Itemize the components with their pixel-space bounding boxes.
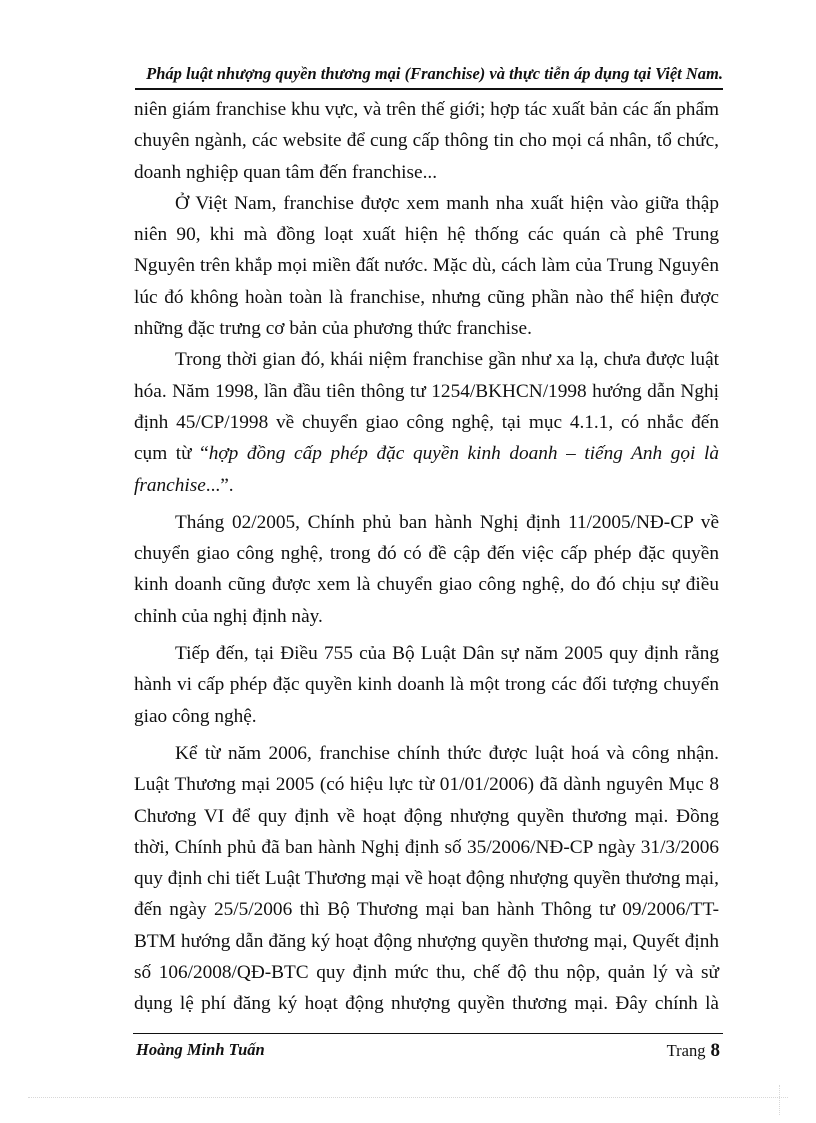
quoted-term: franchise (134, 474, 206, 496)
page-label: Trang (666, 1041, 706, 1060)
text-line: hành vi cấp phép đặc quyền kinh doanh là một trong các đối tượng chuyển (134, 674, 719, 696)
text-line: hóa. Năm 1998, lần đầu tiên thông tư 1254/BKHCN/1998 hướng dẫn Nghị (134, 380, 719, 402)
footer-author: Hoàng Minh Tuấn (136, 1040, 265, 1059)
text-line: Trong thời gian đó, khái niệm franchise gần như xa lạ, chưa được luật (175, 349, 719, 371)
page-number-value: 8 (710, 1040, 720, 1061)
text-line: Tháng 02/2005, Chính phủ ban hành Nghị định 11/2005/NĐ-CP về (175, 511, 719, 533)
page-boundary-guide (779, 1085, 780, 1115)
text-run: ...”. (205, 474, 234, 496)
header-rule (135, 88, 723, 90)
text-line: những đặc trưng cơ bản của phương thức franchise. (134, 318, 532, 340)
text-line: dụng lệ phí đăng ký hoạt động nhượng quyền thương mại. Đây chính là (134, 993, 719, 1015)
text-line: doanh nghiệp quan tâm đến franchise... (134, 161, 438, 183)
text-line: chuyên ngành, các website để cung cấp thông tin cho mọi cá nhân, tổ chức, (134, 130, 719, 152)
text-line: số 106/2008/QĐ-BTC quy định mức thu, chế độ thu nộp, quản lý và sử (134, 962, 719, 984)
text-line: chỉnh của nghị định này. (134, 605, 323, 627)
page-boundary-guide (28, 1097, 788, 1098)
text-line: giao công nghệ. (134, 705, 257, 727)
paragraph (134, 507, 719, 632)
text-line (134, 470, 719, 501)
text-line (134, 438, 719, 469)
document-body (134, 94, 719, 1020)
text-line: chuyển giao công nghệ, trong đó có đề cập đến việc cấp phép đặc quyền (134, 543, 719, 565)
paragraph (134, 344, 719, 500)
text-line: niên giám franchise khu vực, và trên thế giới; hợp tác xuất bản các ấn phẩm (134, 99, 719, 120)
text-line: quy định chi tiết Luật Thương mại về hoạt động nhượng quyền thương mại, (134, 868, 719, 890)
paragraph (134, 94, 719, 188)
text-line: Ở Việt Nam, franchise được xem manh nha xuất hiện vào giữa thập (175, 192, 719, 214)
text-line: Kể từ năm 2006, franchise chính thức được luật hoá và công nhận. (175, 742, 719, 764)
text-line: đến ngày 25/5/2006 thì Bộ Thương mại ban hành Thông tư 09/2006/TT- (134, 899, 719, 921)
quoted-term: hợp đồng cấp phép đặc quyền kinh doanh – tiếng Anh gọi là (208, 443, 719, 465)
text-line: Tiếp đến, tại Điều 755 của Bộ Luật Dân sự năm 2005 quy định rằng (175, 643, 719, 665)
paragraph (134, 738, 719, 1020)
text-line: niên 90, khi mà đồng loạt xuất hiện hệ thống các quán cà phê Trung (134, 224, 719, 246)
text-line: lúc đó không hoàn toàn là franchise, nhưng cũng phần nào thể hiện được (134, 286, 719, 308)
text-line: Nguyên trên khắp mọi miền đất nước. Mặc dù, cách làm của Trung Nguyên (134, 255, 719, 277)
text-line: Luật Thương mại 2005 (có hiệu lực từ 01/01/2006) đã dành nguyên Mục 8 (134, 774, 719, 796)
page-number (667, 1040, 720, 1062)
paragraph (134, 638, 719, 732)
running-header: Pháp luật nhượng quyền thương mại (Franchise) và thực tiễn áp dụng tại Việt Nam. (146, 64, 723, 83)
text-line: định 45/CP/1998 về chuyển giao công nghệ, tại mục 4.1.1, có nhắc đến (134, 411, 719, 433)
text-line: Chương VI để quy định về hoạt động nhượng quyền thương mại. Đồng (134, 805, 719, 827)
text-line: thời, Chính phủ đã ban hành Nghị định số 35/2006/NĐ-CP ngày 31/3/2006 (134, 836, 719, 858)
paragraph (134, 188, 719, 344)
footer-rule (133, 1033, 723, 1034)
text-line: kinh doanh cũng được xem là chuyển giao công nghệ, do đó chịu sự điều (134, 574, 719, 596)
text-line: BTM hướng dẫn đăng ký hoạt động nhượng quyền thương mại, Quyết định (134, 930, 719, 952)
text-run: cụm từ “ (134, 443, 209, 465)
